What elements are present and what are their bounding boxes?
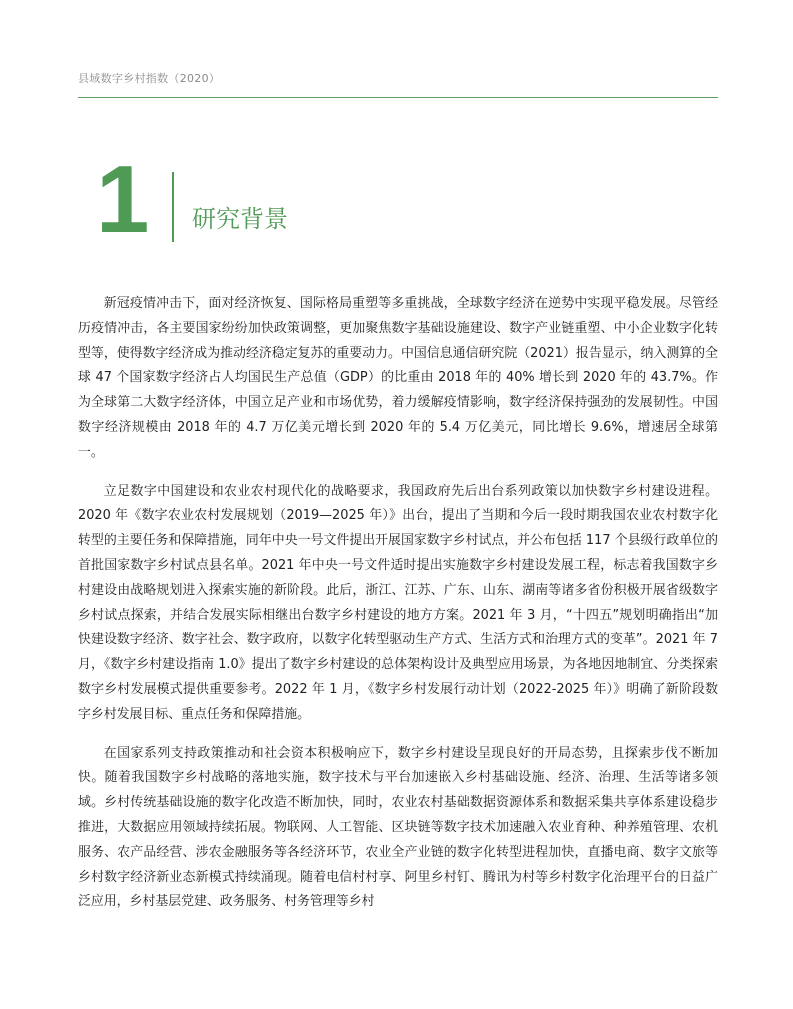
chapter-divider-bar xyxy=(172,172,174,242)
paragraph-3: 在国家系列支持政策推动和社会资本积极响应下，数字乡村建设呈现良好的开局态势，且探索步伐不断加快。随着我国数字乡村战略的落地实施，数字技术与平台加速嵌入乡村基础设施、经济、治理、生活等诸多领域。乡村传统基础设施的数字化改造不断加快，同时，农业农村基础数据资源体系和数据采集共享体系建设稳步推进，大数据应用领域持续拓展。物联网、人工智能、区块链等数字技术加速融入农业育种、种养殖管理、农机服务、农产品经营、涉农金融服务等各经济环节，农业全产业链的数字化转型进程加快，直播电商、数字文旅等乡村数字经济新业态新模式持续涌现。随着电信村村享、阿里乡村钉、腾讯为村等乡村数字化治理平台的日益广泛应用，乡村基层党建、政务服务、村务管理等乡村 xyxy=(78,745,718,910)
paragraph-2: 立足数字中国建设和农业农村现代化的战略要求，我国政府先后出台系列政策以加快数字乡村建设进程。2020 年《数字农业农村发展规划（2019—2025 年）》出台，提出了当期和今后一段时期我国农业农村数字化转型的主要任务和保障措施，同年中央一号文件提出开展国家数字乡村试点，并公布包括 117 个县级行政单位的首批国家数字乡村试点县名单。2021 年中央一号文件适时提出实施数字乡村建设发展工程，标志着我国数字乡村建设由战略规划进入探索实施的新阶段。此后，浙江、江苏、广东、山东、湖南等诸多省份积极开展省级数字乡村试点探索，并结合发展实际相继出台数字乡村建设的地方方案。2021 年 3 月，“十四五”规划明确指出“加快建设数字经济、数字社会、数字政府，以数字化转型驱动生产方式、生活方式和治理方式的变革”。2021 年 7 月，《数字乡村建设指南 1.0》提出了数字乡村建设的总体架构设计及典型应用场景，为各地因地制宜、分类探索数字乡村发展模式提供重要参考。2022 年 1 月，《数字乡村发展行动计划（2022-2025 年）》明确了新阶段数字乡村发展目标、重点任务和保障措施。 xyxy=(78,483,718,722)
paragraph-1: 新冠疫情冲击下，面对经济恢复、国际格局重塑等多重挑战，全球数字经济在逆势中实现平稳发展。尽管经历疫情冲击，各主要国家纷纷加快政策调整，更加聚焦数字基础设施建设、数字产业链重塑、中小企业数字化转型等，使得数字经济成为推动经济稳定复苏的重要动力。中国信息通信研究院（2021）报告显示，纳入测算的全球 47 个国家数字经济占人均国民生产总值（GDP）的比重由 2018 年的 40% 增长到 2020 年的 43.7%。作为全球第二大数字经济体，中国立足产业和市场优势，着力缓解疫情影响，数字经济保持强劲的发展韧性。中国数字经济规模由 2018 年的 4.7 万亿美元增长到 2020 年的 5.4 万亿美元，同比增长 9.6%，增速居全球第一。 xyxy=(78,296,718,460)
chapter-number: 1 xyxy=(96,146,150,253)
header-divider xyxy=(78,97,718,98)
running-header: 县域数字乡村指数（2020） xyxy=(78,72,221,85)
chapter-title: 研究背景 xyxy=(192,205,288,233)
body-text xyxy=(78,292,718,929)
